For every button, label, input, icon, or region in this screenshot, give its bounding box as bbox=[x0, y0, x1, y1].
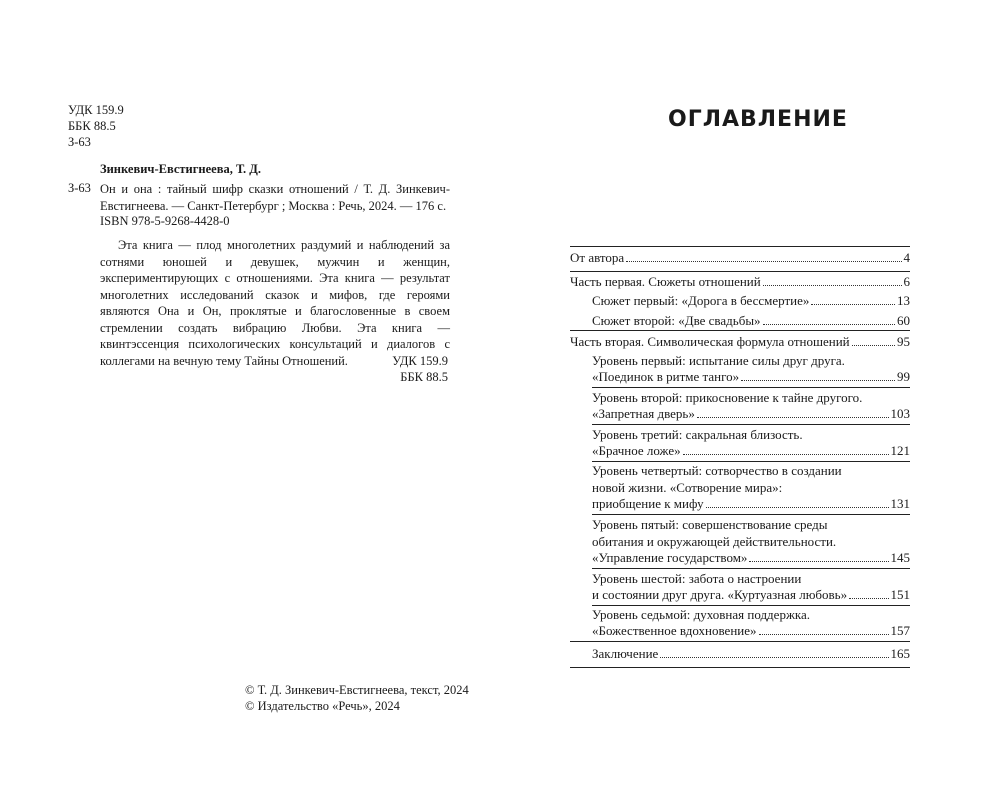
entry-title: Часть вторая. Символическая формула отношений bbox=[570, 334, 850, 349]
rule bbox=[570, 667, 910, 668]
toc-entry-level2[interactable] bbox=[592, 406, 910, 422]
entry-page: 103 bbox=[890, 406, 910, 421]
entry-title: Сюжет первый: «Дорога в бессмертие» bbox=[592, 293, 810, 308]
rule bbox=[592, 514, 910, 515]
rule bbox=[570, 330, 910, 331]
toc-entry-level3[interactable] bbox=[592, 443, 910, 459]
toc-entry-level3-line: Уровень третий: сакральная близость. bbox=[592, 427, 803, 442]
rule bbox=[592, 387, 910, 388]
toc-entry-level4-line2: новой жизни. «Сотворение мира»: bbox=[592, 480, 783, 495]
udk-repeat: УДК 159.9 bbox=[392, 354, 448, 368]
entry-page: 60 bbox=[897, 313, 910, 328]
bbk-code: ББК 88.5 bbox=[68, 119, 116, 133]
rule bbox=[570, 271, 910, 272]
toc-entry-level2-line: Уровень второй: прикосновение к тайне другого. bbox=[592, 390, 863, 405]
toc-entry-level7-line: Уровень седьмой: духовная поддержка. bbox=[592, 607, 811, 622]
toc-entry-part2[interactable] bbox=[570, 334, 910, 350]
toc-entry-level7[interactable] bbox=[592, 623, 910, 639]
entry-title: Заключение bbox=[592, 646, 659, 661]
bibliographic-record: Он и она : тайный шифр сказки отношений / Т. Д. Зинкевич-Евстигнеева. — Санкт-Петербург ; Москва : Речь, 2024. — 176 с. bbox=[100, 182, 450, 213]
entry-page: 145 bbox=[890, 550, 910, 565]
entry-title: «Запретная дверь» bbox=[592, 406, 695, 421]
entry-title: От автора bbox=[570, 250, 625, 265]
toc-entry-conclusion[interactable] bbox=[592, 646, 910, 662]
annotation: Эта книга — плод многолетних раздумий и наблюдений за сотнями юношей и девушек, мужчин и женщин, экспериментирующих с отношениями. Эта книга — результат многолетних исследований сказок и мифов, где героями являются Она и Он, проклятые и благословенные в своем стремлении создать вибрацию Любви. Эта книга — квинтэссенция психологических консультаций и диалогов с коллегами на вечную тему Тайны Отношений. bbox=[100, 238, 450, 368]
entry-page: 99 bbox=[897, 369, 910, 384]
entry-page: 157 bbox=[890, 623, 910, 638]
rule bbox=[570, 246, 910, 247]
author-heading: Зинкевич-Евстигнеева, Т. Д. bbox=[100, 162, 262, 176]
entry-page: 151 bbox=[890, 587, 910, 602]
toc-entry-level4-line1: Уровень четвертый: сотворчество в создании bbox=[592, 463, 842, 478]
copyright-author: © Т. Д. Зинкевич-Евстигнеева, текст, 2024 bbox=[245, 683, 469, 697]
toc-entry-level4[interactable] bbox=[592, 496, 910, 512]
entry-page: 95 bbox=[897, 334, 910, 349]
entry-page: 13 bbox=[897, 293, 910, 308]
udk-code: УДК 159.9 bbox=[68, 103, 124, 117]
entry-page: 4 bbox=[903, 250, 910, 265]
toc-entry-plot2[interactable] bbox=[592, 313, 910, 329]
bbk-repeat: ББК 88.5 bbox=[400, 370, 448, 384]
author-mark-margin: З-63 bbox=[68, 181, 91, 195]
entry-title: приобщение к мифу bbox=[592, 496, 704, 511]
toc-entry-plot1[interactable] bbox=[592, 293, 910, 309]
toc-entry-from-author[interactable] bbox=[570, 250, 910, 266]
isbn: ISBN 978-5-9268-4428-0 bbox=[100, 214, 230, 228]
entry-page: 121 bbox=[890, 443, 910, 458]
entry-title: «Брачное ложе» bbox=[592, 443, 681, 458]
toc-entry-level5[interactable] bbox=[592, 550, 910, 566]
toc-title: ОГЛАВЛЕНИЕ bbox=[668, 107, 848, 132]
toc-entry-level6-line: Уровень шестой: забота о настроении bbox=[592, 571, 802, 586]
rule bbox=[592, 568, 910, 569]
entry-page: 131 bbox=[890, 496, 910, 511]
entry-title: и состоянии друг друга. «Куртуазная любовь» bbox=[592, 587, 848, 602]
toc-entry-part1[interactable] bbox=[570, 274, 910, 290]
toc-entry-level5-line1: Уровень пятый: совершенствование среды bbox=[592, 517, 828, 532]
toc-entry-level1[interactable] bbox=[592, 369, 910, 385]
toc-entry-level6[interactable] bbox=[592, 587, 910, 603]
toc-entry-level5-line2: обитания и окружающей действительности. bbox=[592, 534, 837, 549]
entry-title: «Божественное вдохновение» bbox=[592, 623, 757, 638]
rule bbox=[570, 641, 910, 642]
entry-title: «Управление государством» bbox=[592, 550, 748, 565]
author-mark: З-63 bbox=[68, 135, 91, 149]
entry-page: 165 bbox=[890, 646, 910, 661]
entry-title: Часть первая. Сюжеты отношений bbox=[570, 274, 761, 289]
entry-title: Сюжет второй: «Две свадьбы» bbox=[592, 313, 761, 328]
rule bbox=[592, 424, 910, 425]
copyright-publisher: © Издательство «Речь», 2024 bbox=[245, 699, 400, 713]
entry-title: «Поединок в ритме танго» bbox=[592, 369, 740, 384]
toc-entry-level1-line: Уровень первый: испытание силы друг друга. bbox=[592, 353, 845, 368]
entry-page: 6 bbox=[903, 274, 910, 289]
